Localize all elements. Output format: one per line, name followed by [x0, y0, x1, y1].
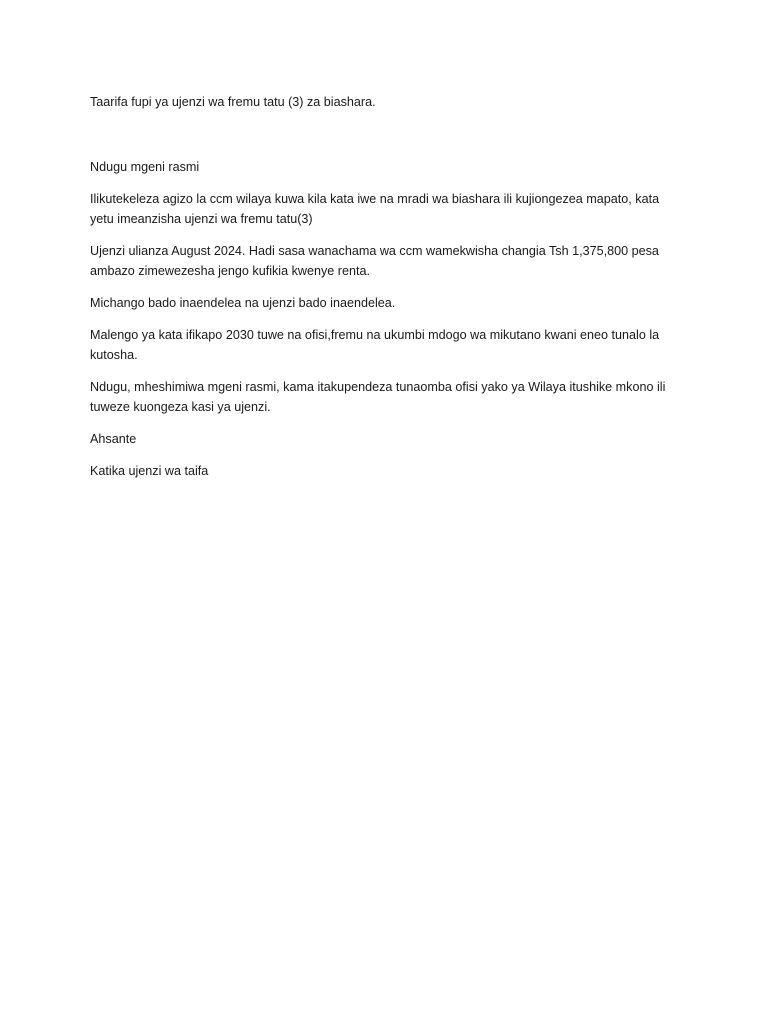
paragraph-intro: Ilikutekeleza agizo la ccm wilaya kuwa kila kata iwe na mradi wa biashara ili kujiongezea mapato, kata yetu imeanzisha ujenzi wa fremu tatu(3) [90, 192, 660, 226]
closing-thanks: Ahsante [90, 432, 137, 446]
document-title: Taarifa fupi ya ujenzi wa fremu tatu (3) za biashara. [90, 95, 376, 109]
paragraph-construction-start: Ujenzi ulianza August 2024. Hadi sasa wanachama wa ccm wamekwisha changia Tsh 1,375,800 pesa ambazo zimewezesha jengo kufikia kwenye renta. [90, 244, 659, 278]
paragraph-progress: Michango bado inaendelea na ujenzi bado inaendelea. [90, 296, 396, 310]
document-body [90, 92, 680, 481]
paragraph-request: Ndugu, mheshimiwa mgeni rasmi, kama itakupendeza tunaomba ofisi yako ya Wilaya itushike mkono ili tuweze kuongeza kasi ya ujenzi. [90, 380, 666, 414]
paragraph-goals: Malengo ya kata ifikapo 2030 tuwe na ofisi,fremu na ukumbi mdogo wa mikutano kwani eneo tunalo la kutosha. [90, 328, 660, 362]
signoff-line: Katika ujenzi wa taifa [90, 464, 209, 478]
greeting-line: Ndugu mgeni rasmi [90, 160, 200, 174]
